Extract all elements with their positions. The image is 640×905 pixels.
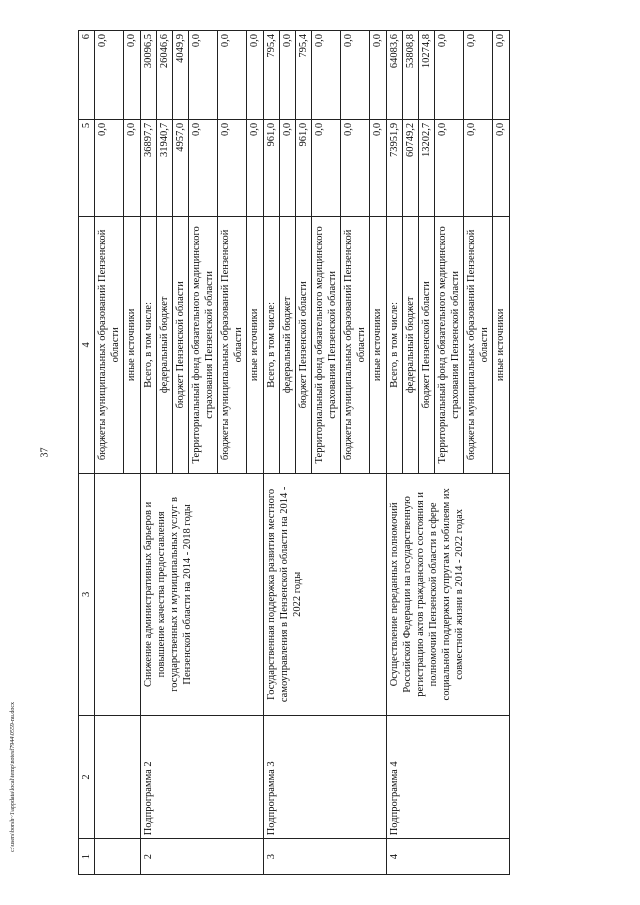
table-row [95, 31, 124, 875]
cell-num: 3 [263, 839, 386, 875]
cell-source: иные источники [493, 216, 509, 473]
cell-value-5: 0,0 [370, 119, 386, 216]
cell-value-6: 0,0 [218, 31, 247, 120]
cell-value-5: 0,0 [464, 119, 493, 216]
cell-source: Всего, в том числе: [386, 216, 402, 473]
cell-source: бюджет Пензенской области [172, 216, 188, 473]
cell-source: Территориальный фонд обязательного медицинского страхования Пензенской области [311, 216, 340, 473]
cell-value-5: 31940,7 [156, 119, 172, 216]
cell-value-6: 0,0 [341, 31, 370, 120]
footer-file-path: c:\users\borsh~1\appdata\local\temp\notesf7944\0559-nu.docx [10, 701, 16, 852]
table-row [263, 31, 279, 875]
cell-source: федеральный бюджет [279, 216, 295, 473]
cell-title [95, 473, 140, 715]
cell-program [95, 715, 140, 838]
header-row [79, 31, 95, 875]
cell-value-6: 0,0 [279, 31, 295, 120]
cell-source: бюджеты муниципальных образований Пензенской области [218, 216, 247, 473]
cell-value-6: 26046,6 [156, 31, 172, 120]
cell-value-6: 0,0 [188, 31, 217, 120]
cell-value-5: 13202,7 [418, 119, 434, 216]
cell-num [95, 839, 140, 875]
cell-value-5: 73951,9 [386, 119, 402, 216]
cell-source: бюджет Пензенской области [418, 216, 434, 473]
cell-value-6: 795,4 [263, 31, 279, 120]
cell-source: Всего, в том числе: [140, 216, 156, 473]
funding-table [78, 30, 510, 875]
table-body [95, 31, 509, 875]
cell-value-5: 961,0 [295, 119, 311, 216]
cell-value-5: 0,0 [493, 119, 509, 216]
cell-value-5: 0,0 [95, 119, 124, 216]
cell-value-5: 0,0 [124, 119, 140, 216]
cell-source: бюджеты муниципальных образований Пензенской области [95, 216, 124, 473]
cell-value-5: 0,0 [434, 119, 463, 216]
cell-program: Подпрограмма 4 [386, 715, 509, 838]
cell-value-6: 795,4 [295, 31, 311, 120]
cell-value-5: 0,0 [341, 119, 370, 216]
cell-value-5: 0,0 [311, 119, 340, 216]
cell-title: Государственная поддержка развития местного самоуправления в Пензенской области на 2014 - 2022 годы [263, 473, 386, 715]
cell-source: иные источники [124, 216, 140, 473]
header-col-4: 4 [79, 216, 95, 473]
cell-value-6: 0,0 [434, 31, 463, 120]
cell-value-6: 0,0 [464, 31, 493, 120]
page-number: 37 [39, 447, 51, 458]
cell-source: иные источники [370, 216, 386, 473]
cell-value-6: 64083,6 [386, 31, 402, 120]
cell-source: бюджеты муниципальных образований Пензенской области [341, 216, 370, 473]
cell-value-5: 0,0 [188, 119, 217, 216]
cell-program: Подпрограмма 3 [263, 715, 386, 838]
cell-value-6: 4049,9 [172, 31, 188, 120]
cell-source: иные источники [247, 216, 263, 473]
table-row [386, 31, 402, 875]
cell-value-5: 0,0 [218, 119, 247, 216]
header-col-2: 2 [79, 715, 95, 838]
cell-value-6: 0,0 [370, 31, 386, 120]
cell-value-6: 0,0 [247, 31, 263, 120]
cell-value-5: 0,0 [247, 119, 263, 216]
cell-source: бюджет Пензенской области [295, 216, 311, 473]
cell-value-6: 0,0 [95, 31, 124, 120]
header-col-5: 5 [79, 119, 95, 216]
rotated-table-wrapper [78, 30, 623, 875]
cell-value-5: 4957,0 [172, 119, 188, 216]
cell-source: федеральный бюджет [156, 216, 172, 473]
cell-title: Осуществление переданных полномочий Российской Федерации на государственную регистрацию актов гражданского состояния и полномочий Пензенской области в сфере социальной поддержки супругам к юбилеям их совместной жизни в 2014 - 2022 годах [386, 473, 509, 715]
cell-num: 4 [386, 839, 509, 875]
header-col-6: 6 [79, 31, 95, 120]
cell-value-6: 0,0 [311, 31, 340, 120]
table-row [140, 31, 156, 875]
cell-num: 2 [140, 839, 263, 875]
cell-value-5: 0,0 [279, 119, 295, 216]
cell-value-6: 30096,5 [140, 31, 156, 120]
cell-title: Снижение административных барьеров и повышение качества предоставления государственных и муниципальных услуг в Пензенской области на 2014 - 2018 годы [140, 473, 263, 715]
cell-source: Территориальный фонд обязательного медицинского страхования Пензенской области [188, 216, 217, 473]
cell-value-5: 36897,7 [140, 119, 156, 216]
cell-value-5: 961,0 [263, 119, 279, 216]
cell-source: Территориальный фонд обязательного медицинского страхования Пензенской области [434, 216, 463, 473]
header-col-1: 1 [79, 839, 95, 875]
cell-value-5: 60749,2 [402, 119, 418, 216]
cell-program: Подпрограмма 2 [140, 715, 263, 838]
cell-source: федеральный бюджет [402, 216, 418, 473]
cell-value-6: 0,0 [493, 31, 509, 120]
cell-source: бюджеты муниципальных образований Пензенской области [464, 216, 493, 473]
cell-value-6: 10274,8 [418, 31, 434, 120]
header-col-3: 3 [79, 473, 95, 715]
cell-value-6: 53808,8 [402, 31, 418, 120]
cell-value-6: 0,0 [124, 31, 140, 120]
cell-source: Всего, в том числе: [263, 216, 279, 473]
